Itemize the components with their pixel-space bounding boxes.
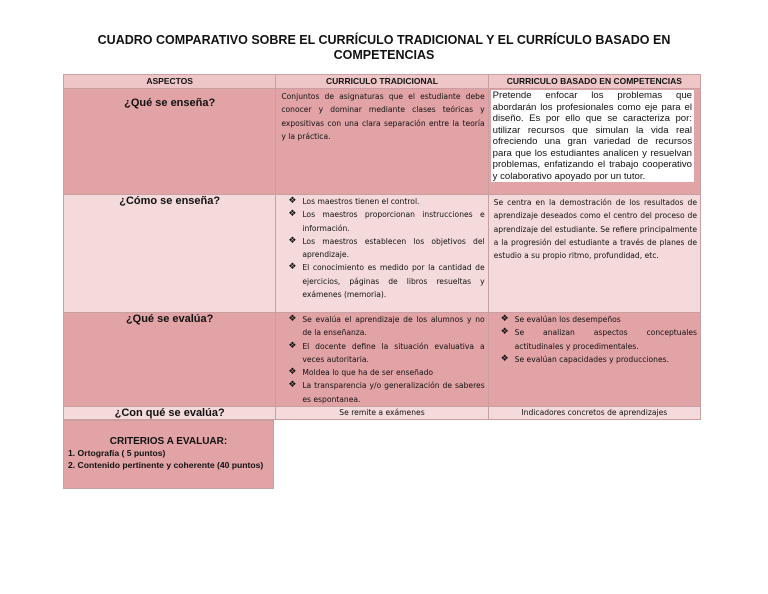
list-item: ❖ Los maestros proporcionan instrucciones e información.: [288, 209, 485, 233]
header-aspectos: ASPECTOS: [64, 75, 276, 89]
diamond-bullet-icon: ❖: [500, 327, 509, 338]
list-item: ❖ Los maestros tienen el control.: [288, 196, 420, 206]
diamond-bullet-icon: ❖: [288, 314, 297, 324]
aspect-label: ¿Qué se evalúa?: [64, 313, 276, 407]
diamond-bullet-icon: ❖: [288, 340, 297, 351]
list-item: ❖ Los maestros establecen los objetivos del aprendizaje.: [288, 235, 485, 260]
header-competencias: CURRICULO BASADO EN COMPETENCIAS: [488, 75, 700, 89]
traditional-list: [276, 195, 487, 301]
criterio-item: 2. Contenido pertinente y coherente (40 puntos): [68, 459, 264, 470]
competencias-list: [489, 313, 700, 366]
traditional-cell: Se remite a exámenes: [276, 407, 488, 420]
diamond-bullet-icon: ❖: [288, 235, 297, 246]
row-como-se-ensena: [64, 195, 701, 313]
diamond-bullet-icon: ❖: [288, 262, 297, 273]
aspect-label: ¿Qué se enseña?: [64, 89, 276, 195]
row-que-se-ensena: [64, 89, 701, 195]
list-item: ❖ La transparencia y/o generalización de saberes es espontanea.: [288, 380, 485, 404]
competencias-cell: Indicadores concretos de aprendizajes: [488, 407, 700, 420]
diamond-bullet-icon: ❖: [288, 196, 297, 206]
list-item: ❖ Se analizan aspectos conceptuales actitudinales y procedimentales.: [500, 327, 697, 351]
header-tradicional: CURRICULO TRADICIONAL: [276, 75, 488, 89]
list-item: ❖ El docente define la situación evaluativa a veces autoritaria.: [288, 340, 485, 364]
row-con-que-se-evalua: [64, 407, 701, 420]
list-item: ❖ Se evalúan capacidades y producciones.: [500, 353, 670, 364]
traditional-cell: Conjuntos de asignaturas que el estudiante debe conocer y dominar mediante clases teóricas y expositivas con una clara separación entre la teoría y la práctica.: [281, 92, 485, 141]
diamond-bullet-icon: ❖: [288, 380, 297, 391]
criterio-item: 1. Ortografía ( 5 puntos): [68, 448, 166, 458]
row-que-se-evalua: [64, 313, 701, 407]
diamond-bullet-icon: ❖: [500, 353, 509, 364]
page-title: CUADRO COMPARATIVO SOBRE EL CURRÍCULO TRADICIONAL Y EL CURRÍCULO BASADO EN COMPETENCIAS: [97, 33, 671, 62]
list-item: ❖ Moldea lo que ha de ser enseñado: [288, 367, 434, 378]
criterios-box: [63, 420, 274, 489]
list-item: ❖ Se evalúan los desempeños: [500, 314, 621, 324]
competencias-cell: Pretende enfocar los problemas que abordarán los profesionales como eje para el diseño. Es por ello que se caracteriza por: utilizar recursos que simulan la vida real ofreciendo una gran variedad de recursos para que los estudiantes analicen y resuelvan problemas, enfatizando el trabajo cooperativo y colaborativo apoyado por un tutor.: [492, 90, 692, 182]
diamond-bullet-icon: ❖: [500, 314, 509, 324]
competencias-cell: Se centra en la demostración de los resultados de aprendizaje deseados como el centro del proceso de aprendizaje del estudiante. Se refiere principalmente a la progresión del estudiante a través de planes de estudio a su propio ritmo, profundidad, etc.: [493, 198, 697, 261]
aspect-label: ¿Cómo se enseña?: [64, 195, 276, 313]
diamond-bullet-icon: ❖: [288, 367, 297, 378]
diamond-bullet-icon: ❖: [288, 209, 297, 220]
traditional-list: [276, 313, 487, 406]
list-item: ❖ Se evalúa el aprendizaje de los alumnos y no de la enseñanza.: [288, 314, 485, 338]
comparison-table: [63, 74, 701, 420]
list-item: ❖ El conocimiento es medido por la cantidad de ejercicios, páginas de libros resueltas y exámenes (memoria).: [288, 262, 485, 300]
criterios-title: CRITERIOS A EVALUAR:: [109, 436, 228, 447]
table-header-row: [64, 75, 701, 89]
aspect-label: ¿Con qué se evalúa?: [64, 407, 276, 420]
